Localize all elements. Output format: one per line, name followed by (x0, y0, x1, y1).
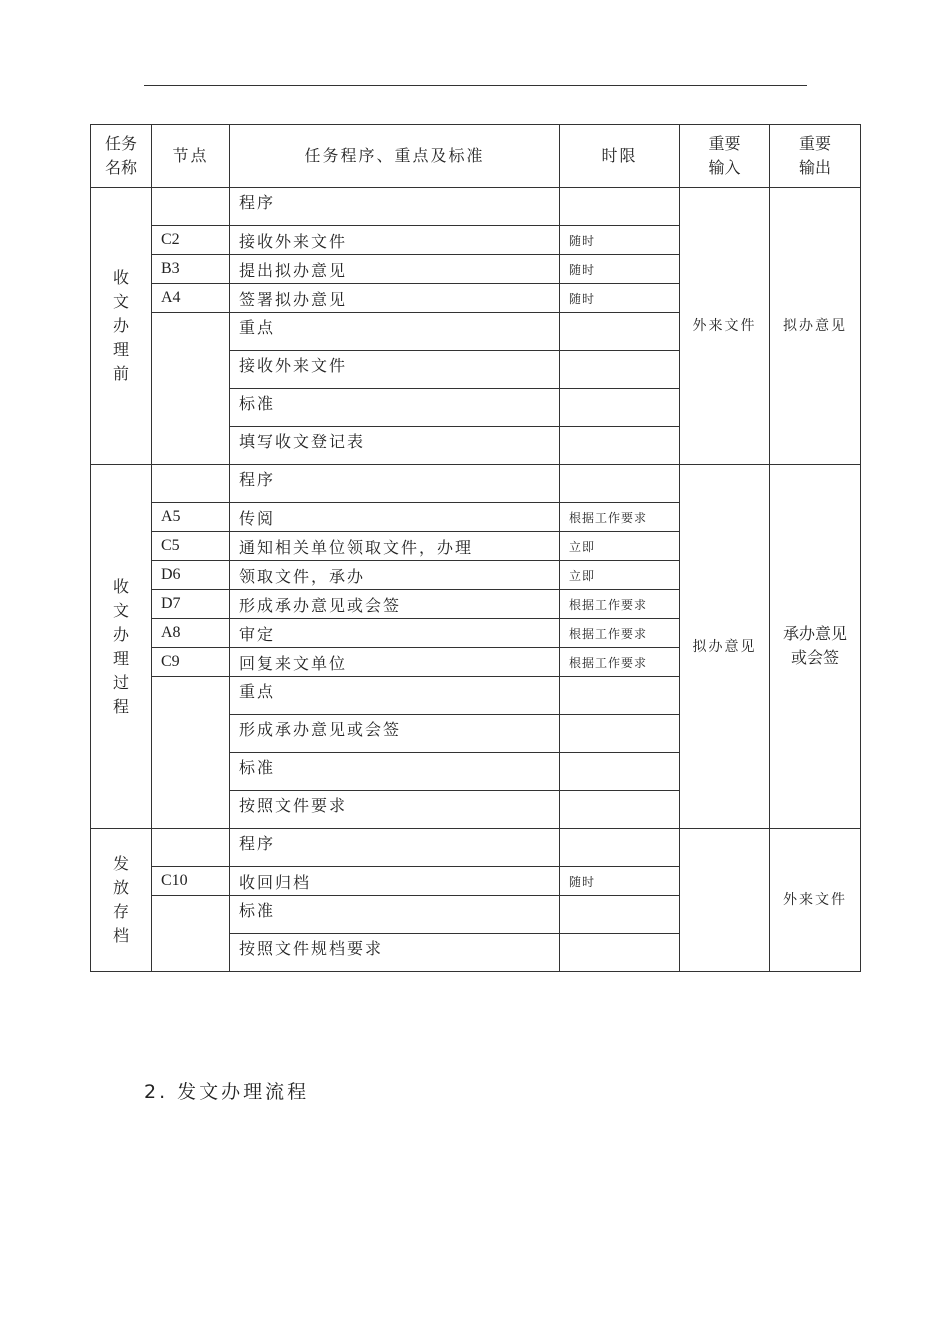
table-row (91, 829, 861, 867)
time-cell: 随时 (560, 284, 680, 313)
time-cell: 立即 (560, 532, 680, 561)
time-cell (560, 465, 680, 503)
step-content: 形成承办意见或会签 (230, 590, 560, 619)
standard-label: 标准 (230, 389, 560, 427)
node-cell: C2 (152, 226, 230, 255)
standard-label: 标准 (230, 896, 560, 934)
time-cell (560, 934, 680, 972)
node-cell: A5 (152, 503, 230, 532)
node-cell: D7 (152, 590, 230, 619)
time-cell: 随时 (560, 226, 680, 255)
time-cell (560, 753, 680, 791)
key-label: 重点 (230, 677, 560, 715)
node-cell (152, 188, 230, 226)
node-cell (152, 829, 230, 867)
node-cell: C10 (152, 867, 230, 896)
node-cell: D6 (152, 561, 230, 590)
section-heading: 2. 发文办理流程 (144, 1081, 310, 1103)
time-cell (560, 896, 680, 934)
input-cell: 外来文件 (680, 188, 770, 465)
time-cell (560, 389, 680, 427)
standard-content: 填写收文登记表 (230, 427, 560, 465)
time-cell: 立即 (560, 561, 680, 590)
time-cell: 根据工作要求 (560, 590, 680, 619)
time-cell: 随时 (560, 255, 680, 284)
time-cell: 随时 (560, 867, 680, 896)
output-cell: 拟办意见 (770, 188, 861, 465)
header-rule (144, 85, 807, 86)
key-content: 形成承办意见或会签 (230, 715, 560, 753)
standard-label: 标准 (230, 753, 560, 791)
header-time-limit: 时限 (560, 125, 680, 188)
section-name: 发放存档 (91, 829, 152, 972)
header-node: 节点 (152, 125, 230, 188)
node-cell: C5 (152, 532, 230, 561)
output-cell: 承办意见或会签 (770, 465, 861, 829)
node-cell: A8 (152, 619, 230, 648)
node-cell (152, 465, 230, 503)
program-label: 程序 (230, 829, 560, 867)
time-cell (560, 188, 680, 226)
table-row (91, 188, 861, 226)
step-content: 接收外来文件 (230, 226, 560, 255)
header-procedure: 任务程序、重点及标准 (230, 125, 560, 188)
node-cell (152, 313, 230, 465)
section-name: 收文办理过程 (91, 465, 152, 829)
node-cell: B3 (152, 255, 230, 284)
header-input: 重要输入 (680, 125, 770, 188)
header-task-name: 任务名称 (91, 125, 152, 188)
section-name: 收文办理前 (91, 188, 152, 465)
key-content: 接收外来文件 (230, 351, 560, 389)
table-row (91, 465, 861, 503)
time-cell: 根据工作要求 (560, 503, 680, 532)
header-output: 重要输出 (770, 125, 861, 188)
time-cell (560, 829, 680, 867)
step-content: 签署拟办意见 (230, 284, 560, 313)
node-cell (152, 677, 230, 829)
step-content: 通知相关单位领取文件，办理 (230, 532, 560, 561)
step-content: 回复来文单位 (230, 648, 560, 677)
step-content: 提出拟办意见 (230, 255, 560, 284)
time-cell (560, 427, 680, 465)
step-content: 审定 (230, 619, 560, 648)
process-table (90, 124, 861, 972)
table-header-row (91, 125, 861, 188)
step-content: 收回归档 (230, 867, 560, 896)
node-cell: C9 (152, 648, 230, 677)
time-cell (560, 791, 680, 829)
program-label: 程序 (230, 465, 560, 503)
step-content: 领取文件，承办 (230, 561, 560, 590)
program-label: 程序 (230, 188, 560, 226)
time-cell (560, 715, 680, 753)
time-cell: 根据工作要求 (560, 648, 680, 677)
time-cell: 根据工作要求 (560, 619, 680, 648)
input-cell: 拟办意见 (680, 465, 770, 829)
time-cell (560, 313, 680, 351)
key-label: 重点 (230, 313, 560, 351)
input-cell (680, 829, 770, 972)
output-cell: 外来文件 (770, 829, 861, 972)
time-cell (560, 677, 680, 715)
node-cell (152, 896, 230, 972)
node-cell: A4 (152, 284, 230, 313)
step-content: 传阅 (230, 503, 560, 532)
standard-content: 按照文件规档要求 (230, 934, 560, 972)
time-cell (560, 351, 680, 389)
standard-content: 按照文件要求 (230, 791, 560, 829)
